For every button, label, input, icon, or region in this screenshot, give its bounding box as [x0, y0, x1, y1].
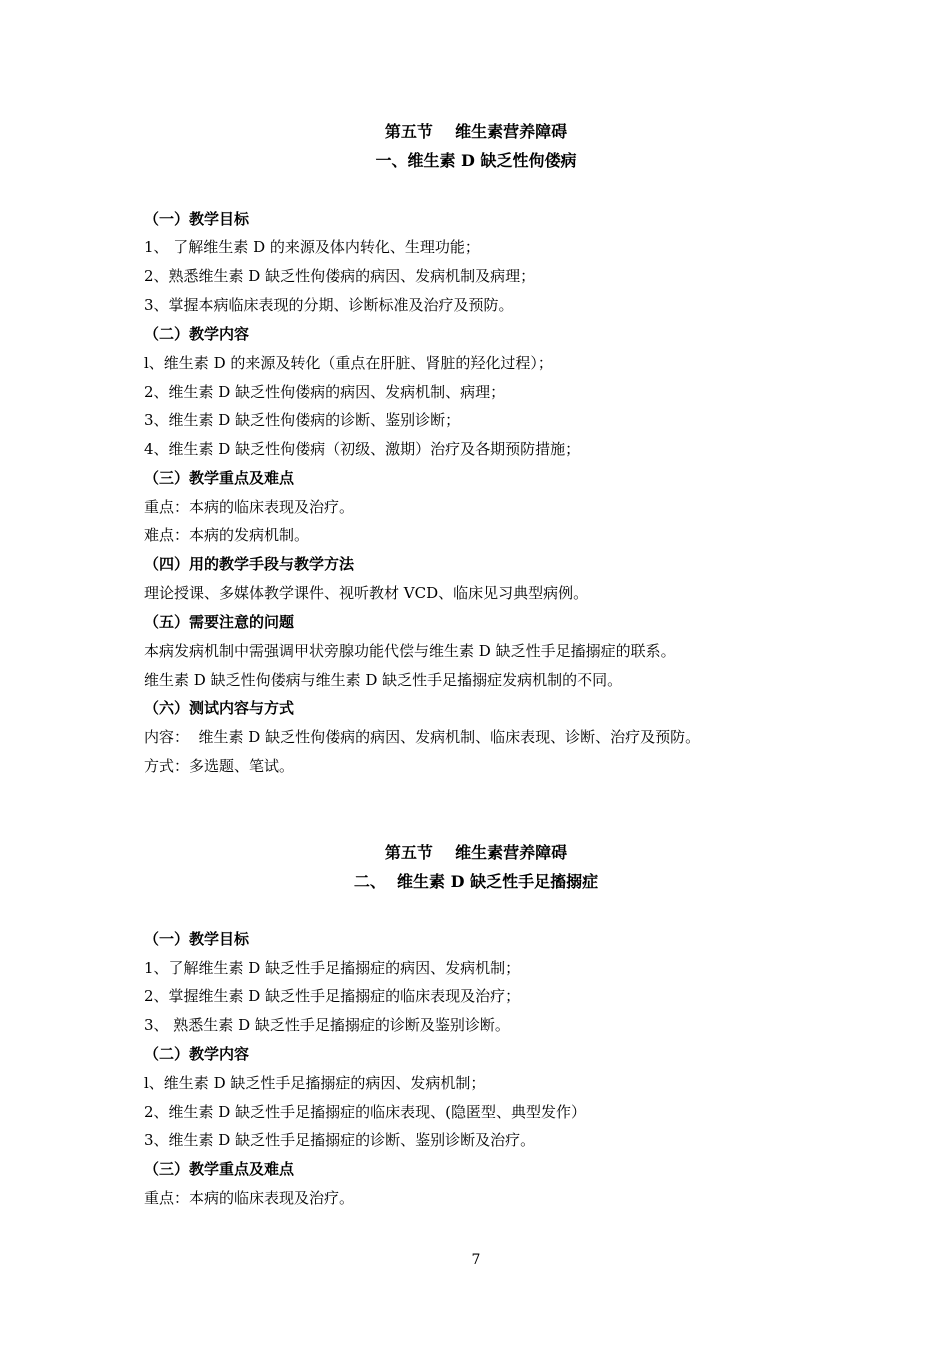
notes-item: 本病发病机制中需强调甲状旁腺功能代偿与维生素 D 缺乏性手足搐搦症的联系。 — [144, 642, 676, 660]
test-heading: （六）测试内容与方式 — [144, 699, 295, 717]
methods-heading: （四）用的教学手段与教学方法 — [144, 555, 355, 573]
content-item: 3、维生素 D 缺乏性手足搐搦症的诊断、鉴别诊断及治疗。 — [144, 1131, 536, 1149]
content-heading: （二）教学内容 — [144, 1045, 250, 1063]
goal-item: 1、 了解维生素 D 的来源及体内转化、生理功能； — [144, 238, 480, 256]
goal-item: 3、掌握本病临床表现的分期、诊断标准及治疗及预防。 — [144, 296, 514, 314]
content-item: 4、维生素 D 缺乏性佝偻病（初级、激期）治疗及各期预防措施； — [144, 440, 581, 458]
content-heading: （二）教学内容 — [144, 325, 250, 343]
goal-item: 3、 熟悉生素 D 缺乏性手足搐搦症的诊断及鉴别诊断。 — [144, 1016, 510, 1034]
key-points-heading: （三）教学重点及难点 — [144, 469, 295, 487]
goal-item: 1、了解维生素 D 缺乏性手足搐搦症的病因、发病机制； — [144, 959, 521, 977]
section-subtitle: 二、 维生素 D 缺乏性手足搐搦症 — [353, 872, 599, 891]
goals-heading: （一）教学目标 — [144, 930, 250, 948]
goal-item: 2、熟悉维生素 D 缺乏性佝偻病的病因、发病机制及病理； — [144, 267, 536, 285]
notes-item: 维生素 D 缺乏性佝偻病与维生素 D 缺乏性手足搐搦症发病机制的不同。 — [144, 671, 623, 689]
content-item: 2、维生素 D 缺乏性佝偻病的病因、发病机制、病理； — [144, 383, 506, 401]
content-item: l、维生素 D 缺乏性手足搐搦症的病因、发病机制； — [144, 1074, 486, 1092]
notes-heading: （五）需要注意的问题 — [144, 613, 295, 631]
key-point-item: 重点：本病的临床表现及治疗。 — [144, 498, 355, 516]
key-points-heading: （三）教学重点及难点 — [144, 1160, 295, 1178]
key-point-item: 难点：本病的发病机制。 — [144, 526, 310, 544]
key-point-item: 重点：本病的临床表现及治疗。 — [144, 1189, 355, 1207]
chapter-title: 第五节 维生素营养障碍 — [384, 122, 568, 141]
page-number: 7 — [471, 1252, 481, 1268]
methods-item: 理论授课、多媒体教学课件、视听教材 VCD、临床见习典型病例。 — [144, 584, 589, 602]
chapter-title: 第五节 维生素营养障碍 — [384, 843, 568, 862]
content-item: 3、维生素 D 缺乏性佝偻病的诊断、鉴别诊断； — [144, 411, 461, 429]
test-item: 方式：多选题、笔试。 — [144, 757, 295, 775]
content-item: 2、维生素 D 缺乏性手足搐搦症的临床表现、(隐匿型、典型发作） — [144, 1103, 586, 1121]
content-item: l、维生素 D 的来源及转化（重点在肝脏、肾脏的羟化过程）； — [144, 354, 553, 372]
goals-heading: （一）教学目标 — [144, 210, 250, 228]
section-subtitle: 一、维生素 D 缺乏性佝偻病 — [375, 151, 577, 170]
test-item: 内容： 维生素 D 缺乏性佝偻病的病因、发病机制、临床表现、诊断、治疗及预防。 — [144, 728, 701, 746]
goal-item: 2、掌握维生素 D 缺乏性手足搐搦症的临床表现及治疗； — [144, 987, 521, 1005]
